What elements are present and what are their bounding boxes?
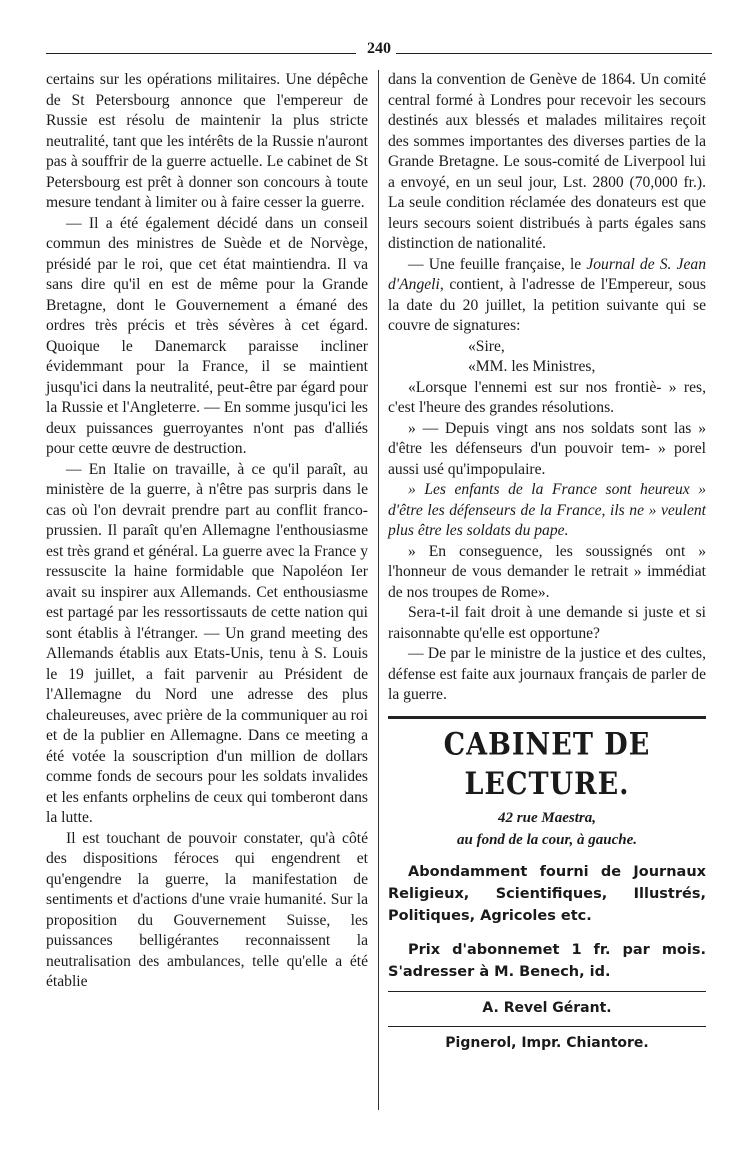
page-header [46,40,712,62]
advert-title: CABINET DE LECTURE. [443,726,651,802]
salutation-ministers: «MM. les Ministres, [468,358,596,375]
footer-printer: Pignerol, Impr. Chiantore. [445,1034,649,1051]
column-divider [378,70,379,1110]
journal-name: Journal de S. Jean d'Angeli [388,255,706,293]
petition-quote-4: » En conseguence, les soussignés ont » l'honneur de vous demander le retrait » immédiat de nos troupes de Rome». [388,542,706,601]
left-column [46,70,368,993]
advert-address-line-1: 42 rue Maestra, [498,809,596,826]
salutation-sire: «Sire, [468,337,505,355]
paragraph-neutrality: — Il a été également décidé dans un conseil commun des ministres de Suède et de Norvège, présidé par le roi, que cet état maintiendra. Il va sans dire qu'il en est de même pour la Grande Bretagne, dont le Gouvernement a émané des ordres très précis et très sévères à cet égard. Quoique le Danemarck paraisse incliner évidemmant pour la France, il se maintient jusqu'ici dans la neutralité, peut-être par égard pour la Russie et l'Angleterre. — En somme jusqu'ici les deux puissances guerroyantes n'ont pas d'alliés pour cette œuvre de destruction. [46,214,368,457]
petition-quote-3-text: » Les enfants de la France sont heureux » d'être les défenseurs de la France, ils ne » veulent plus être les soldats du pape. [388,481,706,539]
petition-intro-end: , contient, à l'adresse de l'Empereur, sous la date du 20 juillet, la petition suivante qui se couvre de signatures: [388,276,706,334]
paragraph-humanity: Il est touchant de pouvoir constater, qu'à côté des dispositions féroces qui engendrent et qu'engendre la guerre, la manifestation de sentiments et d'actions d'une vraie humanité. Sur la proposition du Gouvernement Suisse, les puissances belligérantes reconnaissent la neutralisation des ambulances, telle qu'elle a été établie [46,829,368,990]
advert-rule-top [388,716,706,719]
header-rule-right [396,53,712,54]
paragraph-petition-intro [388,255,706,337]
paragraph-italy-germany: — En Italie on travaille, à ce qu'il paraît, au ministère de la guerre, à n'être pas surpris dans le cas où l'on devrait prendre part au conflit franco-prussien. Il paraît qu'en Allemagne l'enthousiasme est très grand et général. La guerre avec la France y ressuscite la haine formidable que Napoléon Ier avait su inspirer aux Allemands. Cet enthousiasme est partagé par les ressortissauts de cette nation qui sont établis à l'étranger. — Un grand meeting des Allemands établis aux Etats-Unis, tenu à S. Louis le 19 juillet, a fait parvenir au Président de l'Allemagne du Nord une adresse des plus chaleureuses, avec prière de la communiquer au roi et de la publier en Allemagne. Dans ce meeting a été votée la souscription d'un million de dollars comme fonds de secours pour les soldats invalides et les enfants orphelins de ceux qui tomberont dans la lutte. [46,460,368,826]
advert-block [388,726,706,983]
right-column [388,70,706,1053]
paragraph-russia: certains sur les opérations militaires. Une dépêche de St Petersbourg annonce que l'empereur de Russie est résolu de maintenir la plus stricte neutralité, tant que les intérêts de la Russie n'auront pas à souffrir de la guerre actuelle. Le cabinet de St Petersbourg est prêt à donner son concours à toute mesure tendant à limiter ou à faire cesser la guerre. [46,71,368,211]
footer-gerant: A. Revel Gérant. [482,999,612,1016]
advert-body-price: Prix d'abonnemet 1 fr. par mois. S'adresser à M. Benech, id. [388,941,706,980]
footer-rule [388,991,706,992]
petition-quote-2: » — Depuis vingt ans nos soldats sont las » d'être les défenseurs d'un pouvoir tem- » porel aussi usé qu'impopulaire. [388,419,706,478]
page-number: 240 [367,40,391,57]
petition-intro-start: — Une feuille française, le [408,255,587,273]
advert-address-line-2: au fond de la cour, à gauche. [456,831,637,848]
paragraph-censorship: — De par le ministre de la justice et des cultes, défense est faite aux journaux français de parler de la guerre. [388,645,706,703]
petition-quote-1: «Lorsque l'ennemi est sur nos frontiè- » res, c'est l'heure des grandes résolutions. [388,378,706,416]
petition-quote-3 [388,480,706,542]
advert-body-offer: Abondamment fourni de Journaux Religieux, Scientifiques, Illustrés, Politiques, Agricoles etc. [388,863,706,924]
footer-rule-2 [388,1026,706,1027]
paragraph-geneva: dans la convention de Genève de 1864. Un comité central formé à Londres pour recevoir les secours destinés aux blessés et malades militaires reçoit des sommes importantes des diverses parties de la Grande Bretagne. Le sous-comité de Liverpool lui a envoyé, en un seul jour, Lst. 2800 (70,000 fr.). La seule condition réclamée des donateurs est que leurs secours soient distribués à parts égales sans distinction de nationalité. [388,71,706,252]
advert-body [388,861,706,983]
paragraph-question: Sera-t-il fait droit à une demande si juste et si raisonnabte qu'elle est opportune? [388,604,706,642]
